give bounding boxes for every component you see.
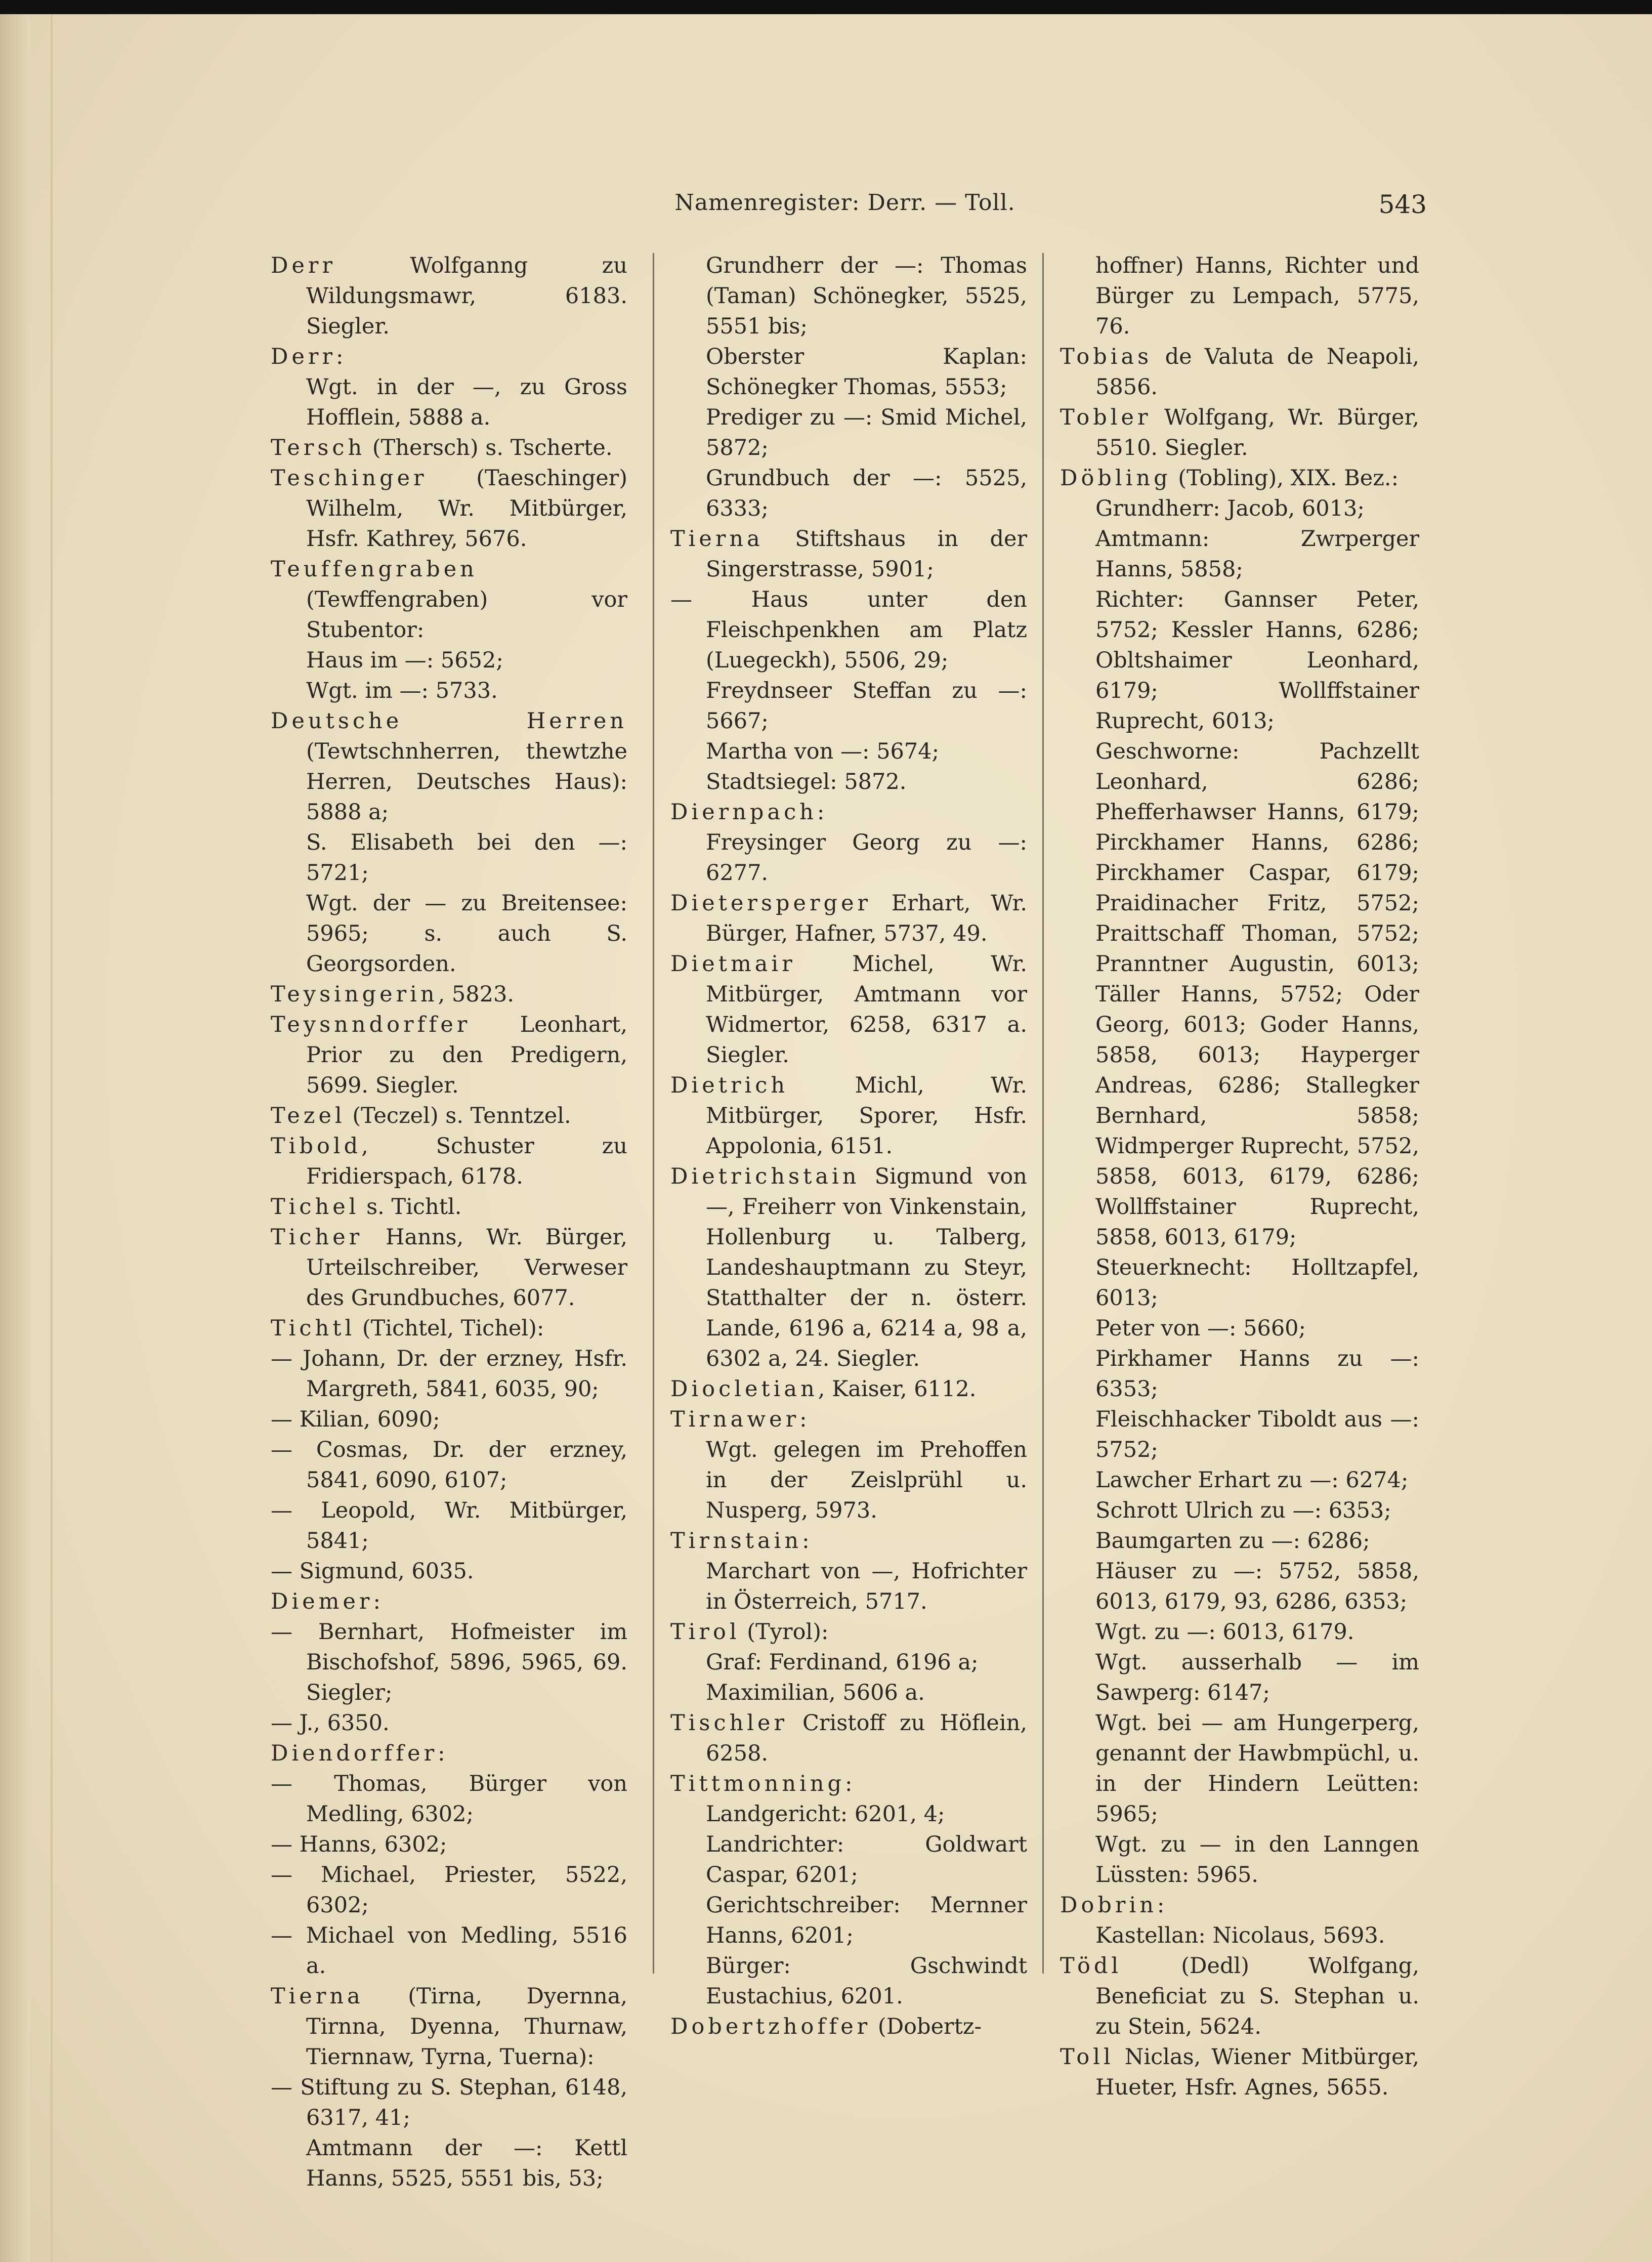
entry-text: : — [373, 1589, 380, 1614]
entry-text: Hanns, Wr. Bürger, Urteilschreiber, Verweser des Grundbuches, 6077. — [306, 1225, 627, 1311]
entry-headword: Diernpach — [670, 800, 817, 825]
index-subentry: Wgt. in der —, zu Gross Hofflein, 5888 a. — [306, 374, 627, 430]
entry-headword: Dietrichstain — [670, 1164, 860, 1189]
entry-headword: Tirnawer — [670, 1407, 800, 1432]
entry-text: Wolfganng zu Wildungsmawr, 6183. Siegler. — [306, 253, 627, 339]
entry-headword: Diocletian — [670, 1376, 818, 1402]
index-subentry-dash: — Haus unter den Fleischpenkhen am Platz (Luegeckh), 5506, 29; — [670, 587, 1027, 673]
index-subentry: Wgt. zu —: 6013, 6179. — [1095, 1619, 1354, 1645]
index-entry — [271, 1192, 627, 1222]
entry-headword: Derr — [271, 344, 336, 369]
index-subentry: Wgt. gelegen im Prehoffen in der Zeislprühl u. Nusperg, 5973. — [706, 1437, 1027, 1523]
index-entry — [271, 433, 627, 463]
index-entry — [1060, 1890, 1419, 1920]
index-entry — [271, 1586, 627, 1617]
entry-headword: Dietrich — [670, 1073, 789, 1098]
index-subentry-dash: — Thomas, Bürger von Medling, 6302; — [271, 1771, 627, 1827]
index-entry — [271, 979, 627, 1010]
entry-headword: Ticher — [271, 1225, 363, 1250]
index-subentry: Baumgarten zu —: 6286; — [1095, 1528, 1370, 1554]
entry-text: : — [336, 344, 344, 369]
index-subentry: Maximilian, 5606 a. — [706, 1680, 925, 1705]
index-subentry: Martha von —: 5674; — [706, 739, 940, 764]
index-entry — [271, 1101, 627, 1131]
index-subentry: Schrott Ulrich zu —: 6353; — [1095, 1498, 1391, 1523]
index-subentry: Wgt. ausserhalb — im Sawperg: 6147; — [1095, 1650, 1419, 1705]
index-subentry-dash: — Michael, Priester, 5522, 6302; — [271, 1862, 627, 1918]
entry-headword: Dietersperger — [670, 891, 872, 916]
entry-headword: Döbling — [1060, 466, 1171, 491]
index-entry — [271, 1222, 627, 1313]
column-divider — [1042, 253, 1044, 1974]
index-entry — [271, 706, 627, 827]
index-entry — [271, 250, 627, 342]
entry-headword: Tobler — [1060, 405, 1152, 430]
index-entry — [670, 2012, 1027, 2042]
entry-text: , 5823. — [438, 982, 515, 1007]
index-entry — [670, 949, 1027, 1070]
entry-text: (Thersch) s. Tscherte. — [365, 435, 613, 460]
index-subentry: Gerichtschreiber: Mernner Hanns, 6201; — [706, 1893, 1027, 1948]
entry-text: (Tobling), XIX. Bez.: — [1171, 466, 1399, 491]
entry-headword: Tirol — [670, 1619, 740, 1645]
index-subentry: Wgt. bei — am Hungerperg, genannt der Hawbmpüchl, u. in der Hindern Leütten: 5965; — [1095, 1710, 1419, 1827]
index-subentry: Fleischhacker Tiboldt aus —: 5752; — [1095, 1407, 1419, 1462]
entry-headword: Dobertzhoffer — [670, 2014, 871, 2039]
index-entry — [271, 1981, 627, 2072]
entry-headword: Teschinger — [271, 466, 428, 491]
entry-headword: Tezel — [271, 1103, 346, 1128]
index-subentry: Grundherr der —: Thomas (Taman) Schönegker, 5525, 5551 bis; — [706, 253, 1027, 339]
index-subentry: Stadtsiegel: 5872. — [706, 769, 907, 794]
running-header: Namenregister: Derr. — Toll. — [674, 190, 1015, 216]
entry-text: : — [802, 1528, 810, 1554]
index-entry — [670, 1769, 1027, 1799]
entry-headword: Dobrin — [1060, 1893, 1157, 1918]
page-number: 543 — [1378, 190, 1427, 219]
index-entry — [271, 1313, 627, 1344]
index-subentry: Richter: Gannser Peter, 5752; Kessler Hanns, 6286; Obltshaimer Leonhard, 6179; Wollffstainer Ruprecht, 6013; — [1095, 587, 1419, 734]
index-subentry: Grundherr: Jacob, 6013; — [1095, 496, 1365, 521]
column-divider — [653, 253, 654, 1974]
index-entry — [271, 342, 627, 372]
entry-headword: Teysnndorffer — [271, 1012, 471, 1037]
entry-headword: Tierna — [271, 1984, 364, 2009]
index-column-2 — [670, 250, 1027, 2039]
entry-text: (Tirna, Dyernna, Tirnna, Dyenna, Thurnaw, Tiernnaw, Tyrna, Tuerna): — [306, 1984, 627, 2070]
index-subentry: Steuerknecht: Holltzapfel, 6013; — [1095, 1255, 1419, 1311]
index-entry — [670, 1617, 1027, 1647]
index-subentry: Amtmann: Zwrperger Hanns, 5858; — [1095, 526, 1419, 582]
index-subentry: Wgt. zu — in den Lanngen Lüssten: 5965. — [1095, 1832, 1419, 1888]
entry-headword: Tittmonning — [670, 1771, 845, 1796]
index-entry — [1060, 1951, 1419, 2042]
index-subentry-dash: — Kilian, 6090; — [271, 1407, 440, 1432]
entry-text: : — [817, 800, 825, 825]
index-subentry-dash: — J., 6350. — [271, 1710, 390, 1736]
entry-text: (Tewffengraben) vor Stubentor: — [306, 587, 627, 643]
index-subentry: Häuser zu —: 5752, 5858, 6013, 6179, 93, 6286, 6353; — [1095, 1559, 1419, 1614]
index-entry — [670, 1526, 1027, 1556]
index-entry — [670, 888, 1027, 949]
index-subentry: S. Elisabeth bei den —: 5721; — [306, 830, 627, 886]
entry-text: s. Tichtl. — [359, 1194, 462, 1220]
entry-text: Wolfgang, Wr. Bürger, 5510. Siegler. — [1095, 405, 1419, 460]
index-subentry: Peter von —: 5660; — [1095, 1316, 1306, 1341]
entry-text: de Valuta de Neapoli, 5856. — [1095, 344, 1419, 400]
index-entry — [670, 1070, 1027, 1161]
index-subentry: Bürger: Gschwindt Eustachius, 6201. — [706, 1953, 1027, 2009]
index-subentry: Freysinger Georg zu —: 6277. — [706, 830, 1027, 886]
entry-headword: Tierna — [670, 526, 764, 552]
index-entry — [1060, 342, 1419, 402]
index-entry — [670, 1161, 1027, 1374]
index-subentry: Pirkhamer Hanns zu —: 6353; — [1095, 1346, 1419, 1402]
entry-text: , Kaiser, 6112. — [818, 1376, 977, 1402]
index-subentry-dash: — Michael von Medling, 5516 a. — [271, 1923, 627, 1979]
index-column-1 — [271, 250, 627, 2191]
entry-text: Leonhart, Prior zu den Predigern, 5699. Siegler. — [306, 1012, 627, 1098]
index-entry — [271, 1738, 627, 1769]
entry-headword: Tischler — [670, 1710, 788, 1736]
entry-text: : — [845, 1771, 853, 1796]
index-subentry-dash: — Cosmas, Dr. der erzney, 5841, 6090, 6107; — [271, 1437, 627, 1493]
entry-headword: Dietmair — [670, 951, 796, 977]
entry-text: (Taeschinger) Wilhelm, Wr. Mitbürger, Hsfr. Kathrey, 5676. — [306, 466, 627, 552]
index-subentry-dash: — Sigmund, 6035. — [271, 1559, 474, 1584]
page-gutter — [0, 14, 30, 2262]
index-subentry: Lawcher Erhart zu —: 6274; — [1095, 1468, 1409, 1493]
entry-text: (Teczel) s. Tenntzel. — [345, 1103, 571, 1128]
index-entry — [1060, 2042, 1419, 2103]
entry-headword: Tobias — [1060, 344, 1153, 369]
entry-headword: Tichel — [271, 1194, 360, 1220]
index-entry — [271, 1131, 627, 1192]
entry-text: (Tyrol): — [740, 1619, 829, 1645]
index-entry — [1060, 463, 1419, 493]
index-subentry-dash: — Leopold, Wr. Mitbürger, 5841; — [271, 1498, 627, 1554]
entry-headword: Tersch — [271, 435, 366, 460]
index-subentry: Landgericht: 6201, 4; — [706, 1802, 945, 1827]
index-subentry: Landrichter: Goldwart Caspar, 6201; — [706, 1832, 1027, 1888]
entry-text: Cristoff zu Höflein, 6258. — [706, 1710, 1027, 1766]
index-entry — [670, 797, 1027, 827]
entry-text: (Dobertz- — [871, 2014, 982, 2039]
entry-headword: Teuffengraben — [271, 557, 478, 582]
entry-text: (Tewtschnherren, thewtzhe Herren, Deutsches Haus): 5888 a; — [306, 739, 627, 825]
entry-headword: Tibold — [271, 1134, 362, 1159]
index-subentry: Oberster Kaplan: Schönegker Thomas, 5553; — [706, 344, 1027, 400]
index-subentry: Prediger zu —: Smid Michel, 5872; — [706, 405, 1027, 460]
entry-headword: Tödl — [1060, 1953, 1122, 1979]
index-subentry: Grundbuch der —: 5525, 6333; — [706, 466, 1027, 521]
entry-text: (Tichtel, Tichel): — [355, 1316, 544, 1341]
page-fold-line — [51, 14, 53, 2262]
index-subentry: Kastellan: Nicolaus, 5693. — [1095, 1923, 1385, 1948]
index-subentry: Graf: Ferdinand, 6196 a; — [706, 1650, 979, 1675]
index-entry — [670, 524, 1027, 584]
index-subentry-dash: — Bernhart, Hofmeister im Bischofshof, 5896, 5965, 69. Siegler; — [271, 1619, 627, 1705]
index-entry — [670, 1374, 1027, 1404]
entry-text: : — [799, 1407, 807, 1432]
entry-text: Erhart, Wr. Bürger, Hafner, 5737, 49. — [706, 891, 1027, 946]
entry-headword: Deutsche Herren — [271, 708, 627, 734]
entry-headword: Toll — [1060, 2044, 1114, 2070]
entry-headword: Diendorffer — [271, 1741, 438, 1766]
index-subentry: Amtmann der —: Kettl Hanns, 5525, 5551 bis, 53; — [306, 2135, 627, 2191]
entry-text: Michl, Wr. Mitbürger, Sporer, Hsfr. Appolonia, 6151. — [706, 1073, 1027, 1159]
index-entry — [271, 554, 627, 645]
entry-text: (Dedl) Wolfgang, Beneficiat zu S. Stephan u. zu Stein, 5624. — [1095, 1953, 1419, 2039]
index-subentry: Wgt. der — zu Breitensee: 5965; s. auch S. Georgsorden. — [306, 891, 627, 977]
entry-text: : — [438, 1741, 445, 1766]
index-subentry-dash: — Stiftung zu S. Stephan, 6148, 6317, 41; — [271, 2075, 627, 2130]
index-entry — [271, 463, 627, 554]
entry-headword: Teysingerin — [271, 982, 438, 1007]
entry-headword: Tirnstain — [670, 1528, 802, 1554]
scan-border — [0, 0, 1652, 14]
entry-headword: Diemer — [271, 1589, 373, 1614]
index-entry — [670, 1404, 1027, 1435]
index-entry — [670, 1708, 1027, 1769]
index-subentry: Geschworne: Pachzellt Leonhard, 6286; Phefferhawser Hanns, 6179; Pirckhamer Hanns, 6286; Pirckhamer Caspar, 6179; Praidinacher Fritz, 5752; Praittschaff Thoman, 5752; Pranntner Augustin, 6013; Täller Hanns, 5752; Oder Georg, 6013; Goder Hanns, 5858, 6013; Hayperger Andreas, 6286; Stallegker Bernhard, 5858; Widmperger Ruprecht, 5752, 5858, 6013, 6179, 6286; Wollffstainer Ruprecht, 5858, 6013, 6179; — [1095, 739, 1419, 1250]
entry-text: , Schuster zu Fridierspach, 6178. — [306, 1134, 627, 1189]
index-column-3 — [1060, 250, 1419, 2100]
index-subentry: Marchart von —, Hofrichter in Österreich, 5717. — [706, 1559, 1027, 1614]
entry-text: Niclas, Wiener Mitbürger, Hueter, Hsfr. Agnes, 5655. — [1095, 2044, 1419, 2100]
index-subentry: hoffner) Hanns, Richter und Bürger zu Lempach, 5775, 76. — [1095, 253, 1419, 339]
index-entry — [1060, 402, 1419, 463]
entry-text: Stiftshaus in der Singerstrasse, 5901; — [706, 526, 1027, 582]
index-subentry-dash: — Hanns, 6302; — [271, 1832, 447, 1857]
entry-text: Sigmund von —, Freiherr von Vinkenstain, Hollenburg u. Talberg, Landeshauptmann zu Steyr, Statthalter der n. österr. Lande, 6196 a, 6214 a, 98 a, 6302 a, 24. Siegler. — [706, 1164, 1027, 1371]
index-entry — [271, 1010, 627, 1101]
entry-headword: Derr — [271, 253, 336, 278]
entry-text: Michel, Wr. Mitbürger, Amtmann vor Widmertor, 6258, 6317 a. Siegler. — [706, 951, 1027, 1068]
index-subentry-dash: — Johann, Dr. der erzney, Hsfr. Margreth, 5841, 6035, 90; — [271, 1346, 627, 1402]
entry-text: : — [1157, 1893, 1165, 1918]
entry-headword: Tichtl — [271, 1316, 356, 1341]
index-subentry: Haus im —: 5652; — [306, 648, 503, 673]
index-subentry: Wgt. im —: 5733. — [306, 678, 498, 703]
index-subentry: Freydnseer Steffan zu —: 5667; — [706, 678, 1027, 734]
